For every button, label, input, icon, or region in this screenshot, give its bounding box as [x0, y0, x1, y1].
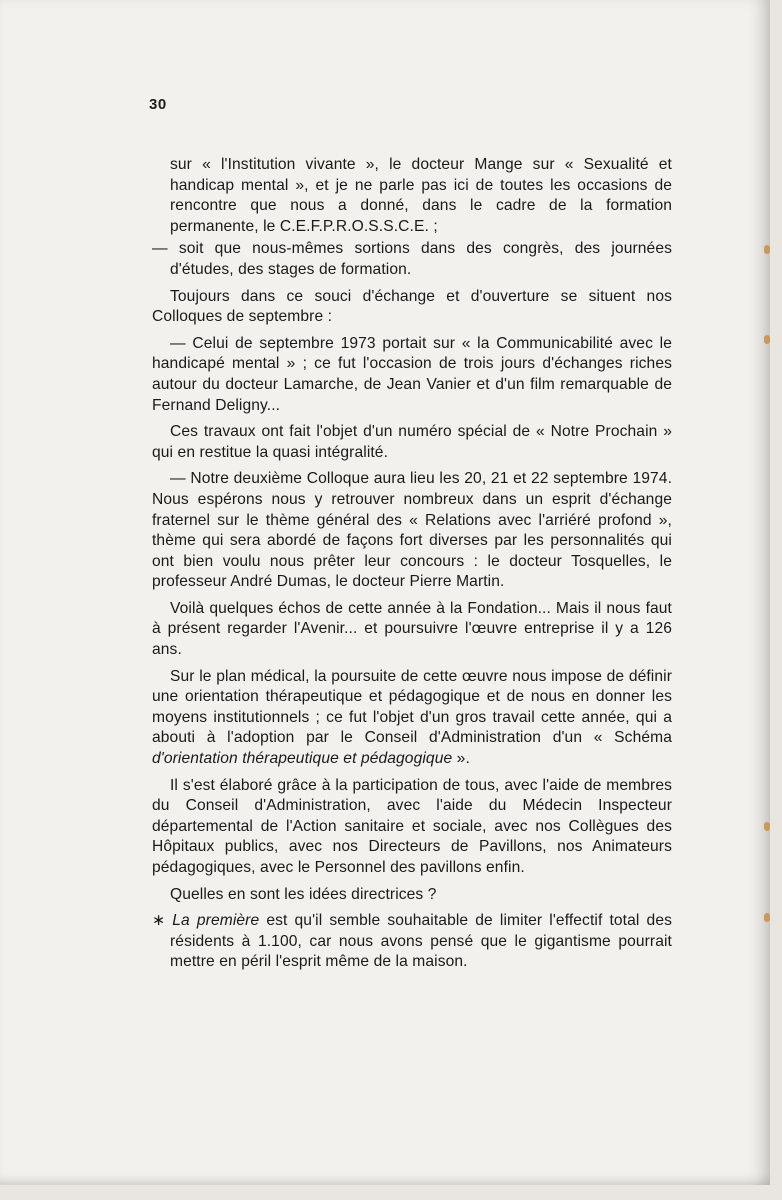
- page-number: 30: [149, 96, 167, 113]
- paragraph-2: — soit que nous-mêmes sortions dans des congrès, des journées d'études, des stages de formation.: [152, 240, 672, 278]
- paragraph-9: Il s'est élaboré grâce à la participation de tous, avec l'aide de membres du Conseil d'Administration, avec l'aide du Médecin Inspecteur départemental de l'Action sanitaire et sociale, avec nos Collègues des Hôpitaux publics, avec nos Directeurs de Pavillons, nos Animateurs pédagogiques, avec le Personnel des pavillons enfin.: [152, 776, 672, 876]
- body-text: [152, 155, 672, 979]
- paragraph-8-emphasis: d'orientation thérapeutique et pédagogique: [152, 750, 453, 768]
- paragraph-11-text: est qu'il semble souhaitable de limiter l'effectif total des résidents à 1.100, car nous avons pensé que le gigantisme pourrait mettre en péril l'esprit même de la maison.: [170, 912, 672, 971]
- paragraph-6: — Notre deuxième Colloque aura lieu les 20, 21 et 22 septembre 1974. Nous espérons nous y retrouver nombreux dans un esprit d'échange fraternel sur le thème général des « Relations avec l'arriéré profond », thème qui sera abordé de façons fort diverses par les personnalités qui ont bien voulu nous prêter leur concours : le docteur Tosquelles, le professeur André Dumas, le docteur Pierre Martin.: [152, 470, 672, 591]
- paragraph-5: Ces travaux ont fait l'objet d'un numéro spécial de « Notre Prochain » qui en restitue la quasi intégralité.: [152, 423, 672, 461]
- paragraph-8-text: Sur le plan médical, la poursuite de cette œuvre nous impose de définir une orientation thérapeutique et pédagogique et de nous en donner les moyens institutionnels ; ce fut l'objet d'un gros travail cette année, qui a abouti à l'adoption par le Conseil d'Administration d'un « Schéma: [152, 667, 672, 747]
- paper-spot: [764, 245, 770, 254]
- paper-spot: [764, 335, 770, 344]
- paragraph-7: Voilà quelques échos de cette année à la Fondation... Mais il nous faut à présent regarder l'Avenir... et poursuivre l'œuvre entreprise il y a 126 ans.: [152, 599, 672, 659]
- paragraph-11: [152, 911, 672, 973]
- paragraph-8: [152, 667, 672, 770]
- paragraph-8-tail: ».: [452, 750, 470, 768]
- paragraph-4: — Celui de septembre 1973 portait sur « la Communicabilité avec le handicapé mental » ; ce fut l'occasion de trois jours d'échanges riches autour du docteur Lamarche, de Jean Vanier et d'un film remarquable de Fernand Deligny...: [152, 334, 672, 414]
- paragraph-11-emphasis: La première: [172, 912, 260, 930]
- bullet-asterisk: ∗: [152, 912, 173, 930]
- paragraph-10: Quelles en sont les idées directrices ?: [170, 885, 437, 903]
- paragraph-3: Toujours dans ce souci d'échange et d'ouverture se situent nos Colloques de septembre :: [152, 287, 672, 326]
- paper-spot: [764, 913, 770, 922]
- paper-spot: [764, 822, 770, 831]
- paragraph-1: sur « l'Institution vivante », le docteur Mange sur « Sexualité et handicap mental », et je ne parle pas ici de toutes les occasions de rencontre que nous a donné, dans le cadre de la formation permanente, le C.E.F.P.R.O.S.S.C.E. ;: [170, 156, 672, 235]
